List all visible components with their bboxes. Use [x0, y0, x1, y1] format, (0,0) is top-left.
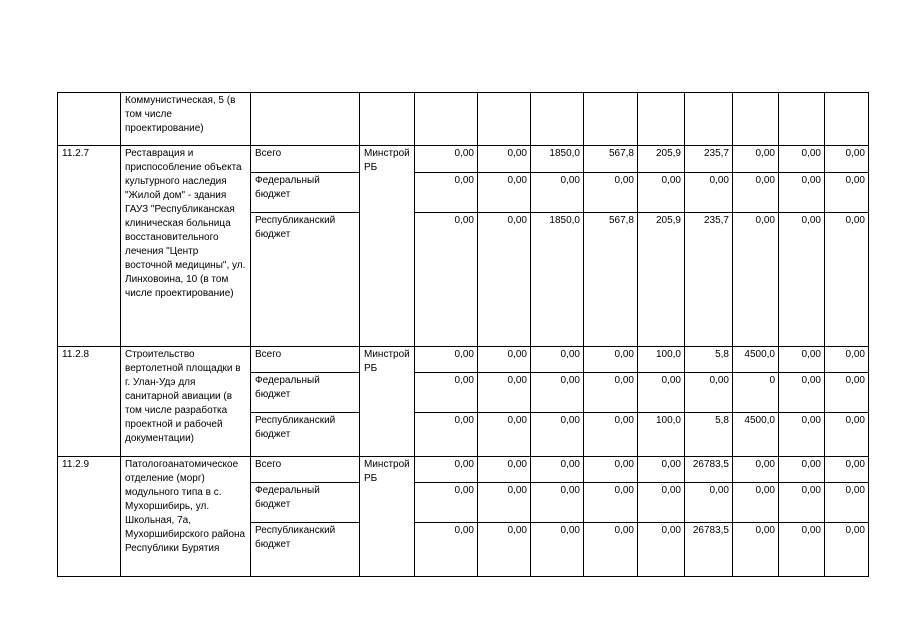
- value-cell: 0,00: [685, 483, 733, 523]
- value-cell: 4500,0: [733, 347, 779, 373]
- value-cell: [685, 93, 733, 146]
- object-name-cell: Патологоанатомическое отделение (морг) модульного типа в с. Мухоршибирь, ул. Школьная, 7а, Мухоршибирского района Республики Бурятия: [121, 457, 251, 577]
- source-cell: [251, 93, 360, 146]
- value-cell: 0,00: [531, 413, 584, 457]
- funding-source-cell: Федеральный бюджет: [251, 483, 360, 523]
- value-cell: 0,00: [531, 373, 584, 413]
- object-code-cell: 11.2.7: [58, 146, 121, 347]
- value-cell: 100,0: [638, 413, 685, 457]
- executor-cell: [360, 93, 415, 146]
- funding-source-cell: Федеральный бюджет: [251, 373, 360, 413]
- value-cell: 0,00: [779, 483, 825, 523]
- value-cell: 0,00: [638, 173, 685, 213]
- funding-source-cell: Республиканский бюджет: [251, 213, 360, 347]
- value-cell: 0,00: [779, 146, 825, 173]
- value-cell: 0,00: [478, 173, 531, 213]
- value-cell: 0,00: [531, 173, 584, 213]
- value-cell: 0,00: [415, 523, 478, 577]
- value-cell: 0,00: [584, 457, 638, 483]
- executor-cell: Минстрой РБ: [360, 347, 415, 457]
- value-cell: [531, 93, 584, 146]
- value-cell: 0,00: [478, 347, 531, 373]
- value-cell: 0,00: [531, 457, 584, 483]
- budget-table: [57, 92, 869, 577]
- value-cell: 0,00: [685, 373, 733, 413]
- table-row-continuation: [58, 93, 869, 146]
- value-cell: 0,00: [415, 146, 478, 173]
- value-cell: 0,00: [779, 347, 825, 373]
- value-cell: 0,00: [733, 173, 779, 213]
- value-cell: 205,9: [638, 213, 685, 347]
- table-row: [58, 457, 869, 483]
- value-cell: [825, 93, 869, 146]
- value-cell: 0,00: [825, 213, 869, 347]
- value-cell: 26783,5: [685, 457, 733, 483]
- value-cell: 0,00: [685, 173, 733, 213]
- value-cell: 0,00: [825, 146, 869, 173]
- value-cell: 0,00: [478, 457, 531, 483]
- object-code-cell: 11.2.9: [58, 457, 121, 577]
- value-cell: 0,00: [478, 483, 531, 523]
- funding-source-cell: Всего: [251, 457, 360, 483]
- value-cell: 0,00: [415, 457, 478, 483]
- value-cell: 0,00: [825, 457, 869, 483]
- value-cell: 0,00: [478, 373, 531, 413]
- value-cell: 0,00: [531, 523, 584, 577]
- value-cell: 0,00: [415, 483, 478, 523]
- executor-cell: Минстрой РБ: [360, 146, 415, 347]
- value-cell: 0,00: [779, 457, 825, 483]
- value-cell: 0,00: [733, 523, 779, 577]
- value-cell: [584, 93, 638, 146]
- value-cell: 100,0: [638, 347, 685, 373]
- value-cell: 0,00: [638, 457, 685, 483]
- value-cell: 0,00: [638, 523, 685, 577]
- table-row: [58, 146, 869, 173]
- value-cell: 26783,5: [685, 523, 733, 577]
- funding-source-cell: Республиканский бюджет: [251, 523, 360, 577]
- value-cell: 0,00: [584, 173, 638, 213]
- value-cell: 0,00: [584, 373, 638, 413]
- value-cell: 0,00: [779, 523, 825, 577]
- table-row: [58, 347, 869, 373]
- value-cell: 0,00: [415, 413, 478, 457]
- value-cell: 0,00: [779, 413, 825, 457]
- value-cell: [638, 93, 685, 146]
- value-cell: [415, 93, 478, 146]
- value-cell: 0,00: [415, 173, 478, 213]
- value-cell: 5,8: [685, 347, 733, 373]
- value-cell: 0,00: [779, 373, 825, 413]
- value-cell: 0: [733, 373, 779, 413]
- object-name-cell: Реставрация и приспособление объекта культурного наследия "Жилой дом" - здания ГАУЗ "Республиканская клиническая больница восстановительного лечения "Центр восточной медицины", ул. Линховоина, 10 (в том числе проектирование): [121, 146, 251, 347]
- value-cell: 235,7: [685, 213, 733, 347]
- object-name-cell: Коммунистическая, 5 (в том числе проектирование): [121, 93, 251, 146]
- value-cell: 0,00: [825, 483, 869, 523]
- value-cell: 0,00: [478, 146, 531, 173]
- value-cell: 0,00: [825, 413, 869, 457]
- value-cell: 0,00: [584, 347, 638, 373]
- value-cell: 1850,0: [531, 146, 584, 173]
- value-cell: 4500,0: [733, 413, 779, 457]
- value-cell: 0,00: [531, 347, 584, 373]
- value-cell: 0,00: [825, 173, 869, 213]
- funding-source-cell: Республиканский бюджет: [251, 413, 360, 457]
- value-cell: 0,00: [415, 213, 478, 347]
- value-cell: 0,00: [531, 483, 584, 523]
- object-code-cell: 11.2.8: [58, 347, 121, 457]
- value-cell: [779, 93, 825, 146]
- value-cell: 0,00: [733, 483, 779, 523]
- value-cell: 0,00: [478, 213, 531, 347]
- executor-cell: Минстрой РБ: [360, 457, 415, 577]
- value-cell: 0,00: [825, 347, 869, 373]
- value-cell: 5,8: [685, 413, 733, 457]
- funding-source-cell: Всего: [251, 347, 360, 373]
- value-cell: 205,9: [638, 146, 685, 173]
- funding-source-cell: Всего: [251, 146, 360, 173]
- value-cell: 0,00: [779, 213, 825, 347]
- value-cell: 1850,0: [531, 213, 584, 347]
- value-cell: 0,00: [733, 457, 779, 483]
- value-cell: 0,00: [415, 347, 478, 373]
- funding-source-cell: Федеральный бюджет: [251, 173, 360, 213]
- value-cell: 0,00: [415, 373, 478, 413]
- value-cell: 0,00: [638, 483, 685, 523]
- value-cell: 0,00: [478, 413, 531, 457]
- value-cell: 0,00: [733, 146, 779, 173]
- object-name-cell: Строительство вертолетной площадки в г. Улан-Удэ для санитарной авиации (в том числе разработка проектной и рабочей документации): [121, 347, 251, 457]
- value-cell: 0,00: [733, 213, 779, 347]
- code-cell: [58, 93, 121, 146]
- value-cell: [733, 93, 779, 146]
- value-cell: 567,8: [584, 213, 638, 347]
- value-cell: 0,00: [825, 373, 869, 413]
- value-cell: 235,7: [685, 146, 733, 173]
- value-cell: 0,00: [478, 523, 531, 577]
- value-cell: 0,00: [825, 523, 869, 577]
- value-cell: 0,00: [584, 483, 638, 523]
- value-cell: 0,00: [779, 173, 825, 213]
- value-cell: 0,00: [584, 413, 638, 457]
- value-cell: 567,8: [584, 146, 638, 173]
- value-cell: 0,00: [584, 523, 638, 577]
- value-cell: 0,00: [638, 373, 685, 413]
- value-cell: [478, 93, 531, 146]
